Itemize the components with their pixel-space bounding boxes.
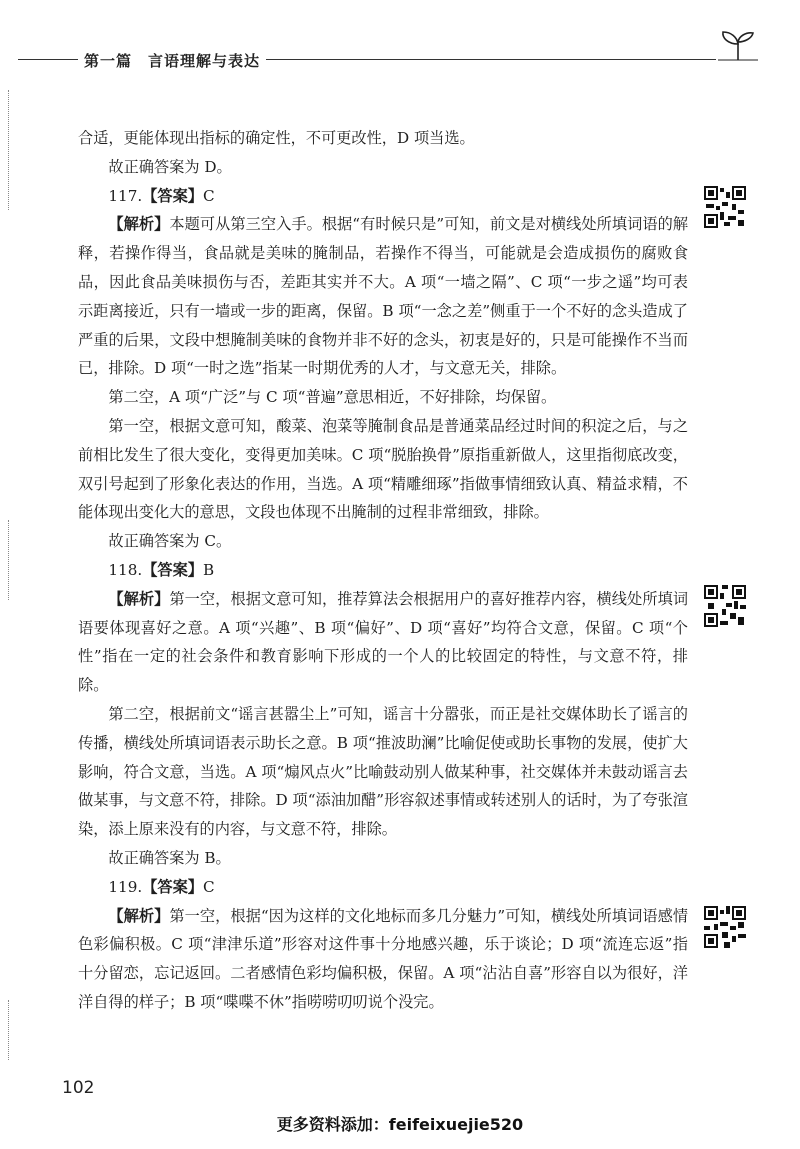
answer-117 — [78, 182, 688, 211]
answer-118 — [78, 556, 688, 585]
answer-letter: C — [202, 186, 215, 205]
analysis-117: 【解析】本题可从第三空入手。根据“有时候只是”可知，前文是对横线处所填词语的解释，若操作得当，食品就是美味的腌制品，若操作不得当，可能就是会造成损伤的腐败食品，因此食品美味损伤与否，差距其实并不大。A 项“一墙之隔”、C 项“一步之遥”均可表示距离接近，只有一墙或一步的距离，保留。B 项“一念之差”侧重于一个不好的念头造成了严重的后果，文段中想腌制美味的食物并非不好的念头，初衷是好的，只是可能操作不当而已，排除。D 项“一时之选”指某一时期优秀的人才，与文意无关，排除。 — [78, 215, 689, 378]
answer-letter: C — [202, 877, 215, 896]
analysis-tag: 【解析】 — [108, 215, 170, 234]
paragraph-9: 第二空，根据前文“谣言甚嚣尘上”可知，谣言十分嚣张，而正是社交媒体助长了谣言的传播，横线处所填词语表示助长之意。B 项“推波助澜”比喻促使或助长事物的发展，使扩大影响，符合文意，当选。A 项“煽风点火”比喻鼓动别人做某种事，社交媒体并未鼓动谣言去做某事，与文意不符，排除。D 项“添油加醋”形容叙述事情或转述别人的话时，为了夸张渲染，添上原来没有的内容，与文意不符，排除。 — [78, 704, 688, 839]
header-rule-right — [256, 59, 716, 60]
answer-explanations — [78, 124, 688, 1017]
sprout-icon — [718, 30, 758, 62]
header-rule-left — [18, 59, 82, 60]
question-number: 118. — [108, 560, 143, 579]
question-number: 119. — [108, 877, 143, 896]
analysis-118: 【解析】第一空，根据文意可知，推荐算法会根据用户的喜好推荐内容，横线处所填词语要体现喜好之意。A 项“兴趣”、B 项“偏好”、D 项“喜好”均符合文意，保留。C 项“个性”指在一定的社会条件和教育影响下形成的一个人的比较固定的特性，与文意不符，排除。 — [78, 589, 689, 695]
page-number: 102 — [62, 1078, 95, 1098]
paragraph-10: 故正确答案为 B。 — [108, 848, 231, 867]
analysis-tag: 【解析】 — [108, 906, 170, 925]
question-number: 117. — [108, 186, 143, 205]
answer-tag: 【答案】 — [142, 877, 203, 896]
qr-code-icon-119[interactable] — [704, 906, 746, 948]
footer-contact: 更多资料添加：feifeixuejie520 — [276, 1115, 524, 1134]
answer-tag: 【答案】 — [142, 560, 203, 579]
paragraph-6: 故正确答案为 C。 — [108, 532, 232, 551]
chapter-title: 第一篇 言语理解与表达 — [78, 50, 266, 71]
qr-code-icon-117[interactable] — [704, 186, 746, 228]
qr-code-icon-118[interactable] — [704, 585, 746, 627]
binding-margin-middle — [8, 520, 10, 600]
paragraph-1: 故正确答案为 D。 — [108, 157, 232, 176]
answer-letter: B — [202, 560, 215, 579]
analysis-119: 【解析】第一空，根据“因为这样的文化地标而多几分魅力”可知，横线处所填词语感情色彩偏积极。C 项“津津乐道”形容对这件事十分地感兴趣，乐于谈论；D 项“流连忘返”指十分留恋，忘记返回。二者感情色彩均偏积极，保留。A 项“沾沾自喜”形容自以为很好，洋洋自得的样子；B 项“喋喋不休”指唠唠叨叨说个没完。 — [78, 906, 689, 1011]
paragraph-4: 第二空，A 项“广泛”与 C 项“普遍”意思相近，不好排除，均保留。 — [108, 388, 557, 407]
answer-tag: 【答案】 — [142, 186, 203, 205]
answer-119 — [78, 873, 688, 902]
paragraph-5: 第一空，根据文意可知，酸菜、泡菜等腌制食品是普通菜品经过时间的积淀之后，与之前相比发生了很大变化，变得更加美味。C 项“脱胎换骨”原指重新做人，这里指彻底改变，双引号起到了形象化表达的作用，当选。A 项“精雕细琢”指做事情细致认真、精益求精，不能体现出变化大的意思，文段也体现不出腌制的过程非常细致，排除。 — [78, 416, 688, 522]
paragraph-0: 合适，更能体现出指标的确定性，不可更改性，D 项当选。 — [78, 129, 475, 147]
analysis-tag: 【解析】 — [108, 589, 170, 608]
binding-margin-top — [8, 90, 10, 210]
binding-margin-bottom — [8, 1000, 10, 1060]
